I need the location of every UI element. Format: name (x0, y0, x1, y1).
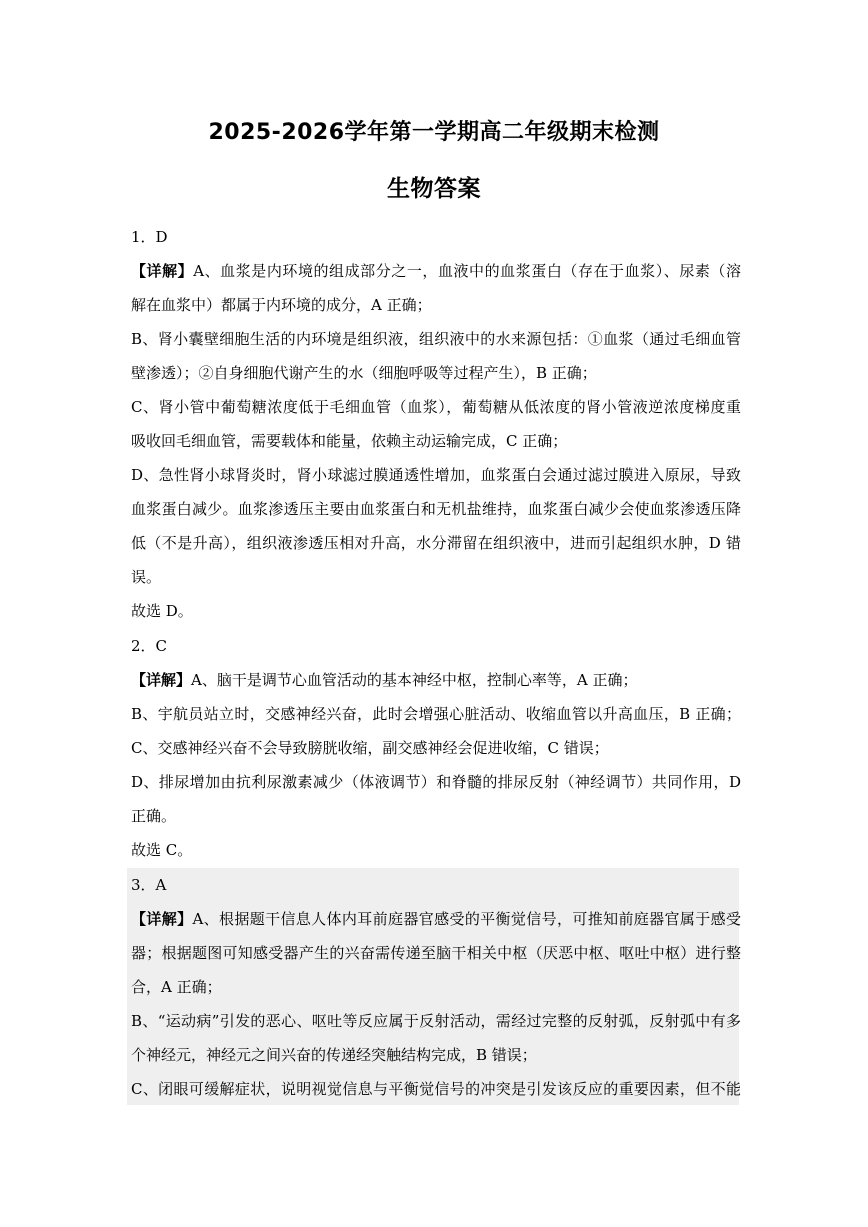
q2-line: 正确。 (131, 807, 177, 825)
q1-line: 解在血浆中）都属于内环境的成分，A 正确； (131, 296, 432, 314)
q1-line: 壁渗透）；②自身细胞代谢产生的水（细胞呼吸等过程产生），B 正确； (131, 364, 597, 382)
q2-line: B、宇航员站立时，交感神经兴奋，此时会增强心脏活动、收缩血管以升高血压，B 正确； (131, 705, 741, 723)
q1-answer: 1．D (131, 228, 168, 246)
q1-line: C、肾小管中葡萄糖浓度低于毛细血管（血浆），葡萄糖从低浓度的肾小管液逆浓度梯度重 (131, 398, 741, 416)
page-subtitle: 生物答案 (387, 176, 481, 202)
q1-line: D、急性肾小球肾炎时，肾小球滤过膜通透性增加，血浆蛋白会通过滤过膜进入原尿，导致 (131, 466, 741, 484)
q3-answer: 3．A (131, 876, 167, 894)
q1-line: 【详解】A、血浆是内环境的组成部分之一，血液中的血浆蛋白（存在于血浆）、尿素（溶 (131, 262, 741, 280)
q3-line: 个神经元，神经元之间兴奋的传递经突触结构完成，B 错误； (131, 1046, 537, 1064)
q3-line: B、“运动病”引发的恶心、呕吐等反应属于反射活动，需经过完整的反射弧，反射弧中有多 (131, 1012, 741, 1030)
q2-line: 【详解】A、脑干是调节心血管活动的基本神经中枢，控制心率等，A 正确； (131, 671, 638, 689)
q1-detail-tag: 【详解】 (131, 262, 194, 280)
q1-conclusion: 故选 D。 (131, 602, 193, 620)
q2-line: C、交感神经兴奋不会导致膀胱收缩，副交感神经会促进收缩，C 错误； (131, 739, 609, 757)
q3-line: C、闭眼可缓解症状，说明视觉信息与平衡觉信号的冲突是引发该反应的重要因素，但不能 (131, 1080, 741, 1098)
q1-line: 吸收回毛细血管，需要载体和能量，依赖主动运输完成，C 正确； (131, 432, 568, 450)
q2-line: D、排尿增加由抗利尿激素减少（体液调节）和脊髓的排尿反射（神经调节）共同作用，D (131, 773, 741, 791)
page-title: 2025-2026学年第一学期高二年级期末检测 (208, 120, 660, 145)
q1-line: 误。 (131, 568, 162, 586)
q3-line: 【详解】A、根据题干信息人体内耳前庭器官感受的平衡觉信号，可推知前庭器官属于感受 (131, 910, 741, 928)
q1-line: 低（不是升高），组织液渗透压相对升高，水分滞留在组织液中，进而引起组织水肿，D 错 (131, 534, 741, 552)
q2-answer: 2．C (131, 637, 168, 655)
q3-line: 合，A 正确； (131, 978, 222, 996)
q2-conclusion: 故选 C。 (131, 841, 193, 859)
q3-detail-tag: 【详解】 (131, 910, 193, 928)
q2-detail-tag: 【详解】 (131, 671, 192, 689)
q1-line: 血浆蛋白减少。血浆渗透压主要由血浆蛋白和无机盐维持，血浆蛋白减少会使血浆渗透压降 (131, 500, 741, 518)
q1-line: B、肾小囊壁细胞生活的内环境是组织液，组织液中的水来源包括：①血浆（通过毛细血管 (131, 330, 741, 348)
q3-line: 器；根据题图可知感受器产生的兴奋需传递至脑干相关中枢（厌恶中枢、呕吐中枢）进行整 (131, 944, 741, 962)
